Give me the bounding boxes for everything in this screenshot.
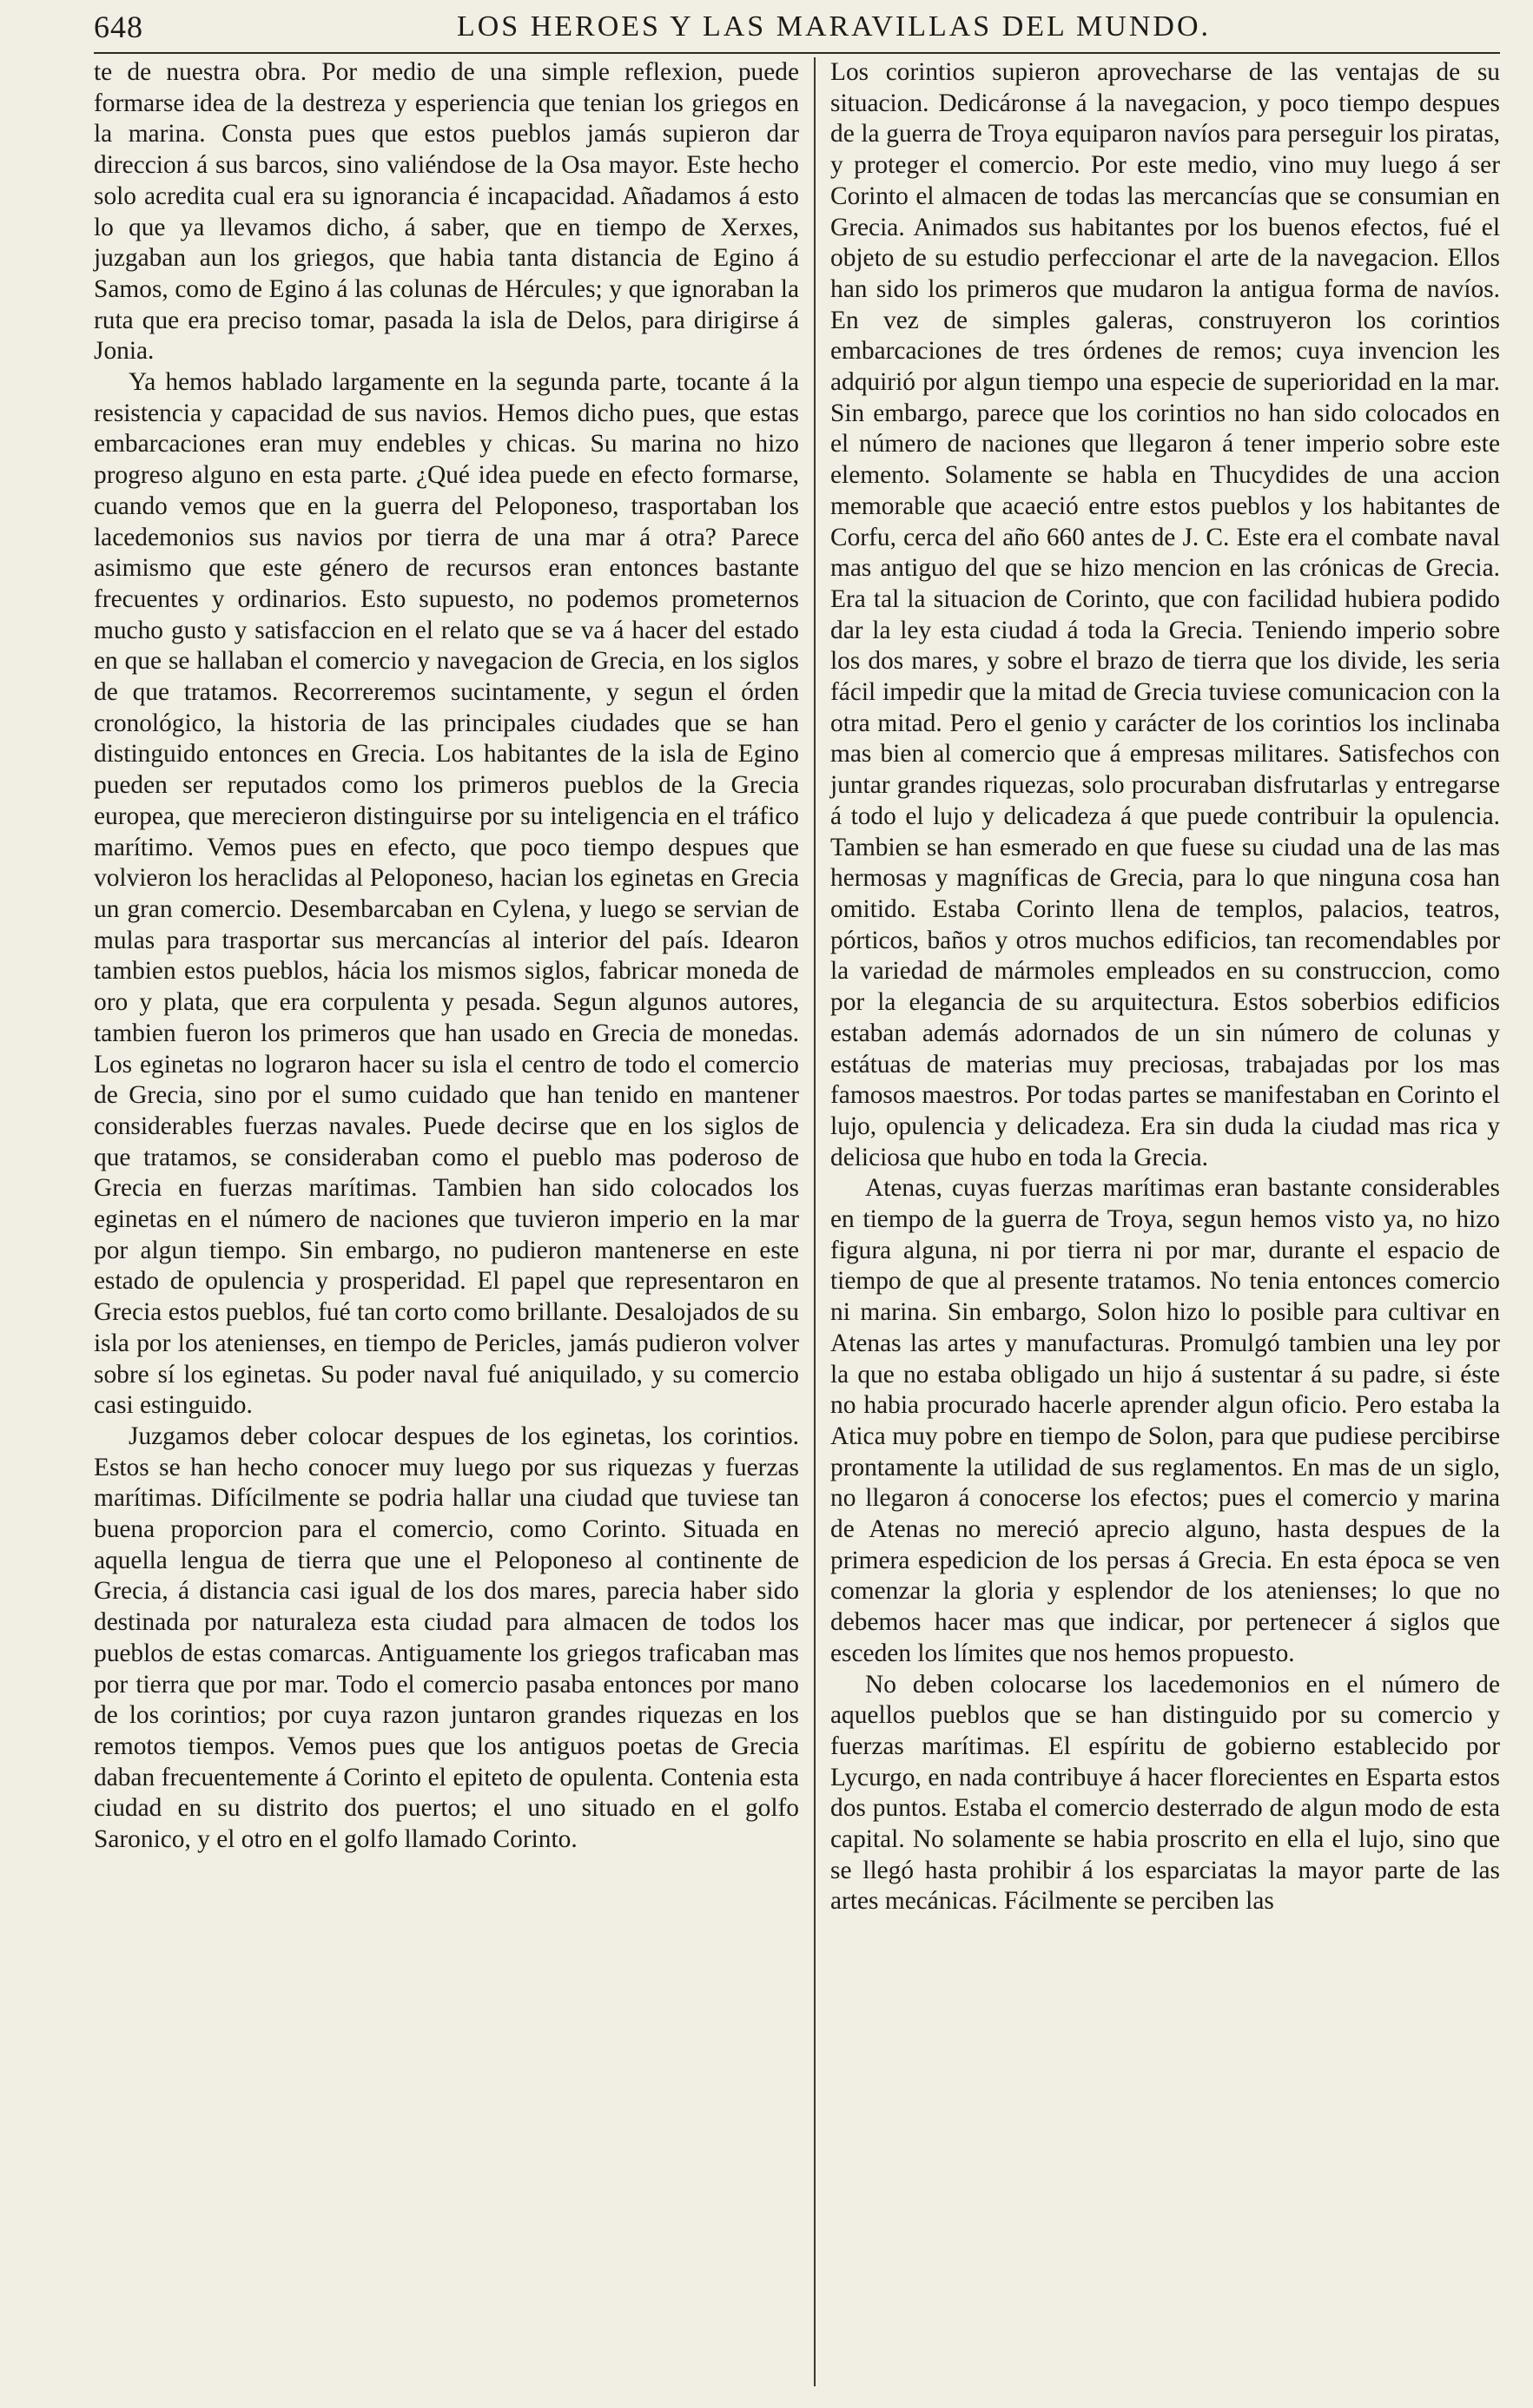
paragraph: Juzgamos deber colocar despues de los eginetas, los corintios. Estos se han hecho conocer muy luego por sus riquezas y fuerzas marítimas. Difícilmente se podria hallar una ciudad que tuviese tan buena proporcion para el comercio, como Corinto. Situada en aquella lengua de tierra que une el Peloponeso al continente de Grecia, á distancia casi igual de los dos mares, parecia haber sido destinada por naturaleza esta ciudad para almacen de todos los pueblos de estas comarcas. Antiguamente los griegos traficaban mas por tierra que por mar. Todo el comercio pasaba entonces por mano de los corintios; por cuya razon juntaron grandes riquezas en los remotos tiempos. Vemos pues que los antiguos poetas de Grecia daban frecuentemente á Corinto el epiteto de opulenta. Contenia esta ciudad en su distrito dos puertos; el uno situado en el golfo Saronico, y el otro en el golfo llamado Corinto. bbox=[94, 1422, 799, 1854]
left-column bbox=[94, 57, 799, 1856]
paragraph: Los corintios supieron aprovecharse de las ventajas de su situacion. Dedicáronse á la navegacion, y poco tiempo despues de la guerra de Troya equiparon navíos para perseguir los piratas, y proteger el comercio. Por este medio, vino muy luego á ser Corinto el almacen de todas las mercancías que se consumian en Grecia. Animados sus habitantes por los buenos efectos, fué el objeto de su estudio perfeccionar el arte de la navegacion. Ellos han sido los primeros que mudaron la antigua forma de navíos. En vez de simples galeras, construyeron los corintios embarcaciones de tres órdenes de remos; cuya invencion les adquirió por algun tiempo una especie de superioridad en la mar. Sin embargo, parece que los corintios no han sido colocados en el número de naciones que llegaron á tener imperio sobre este elemento. Solamente se habla en Thucydides de una accion memorable que acaeció entre estos pueblos y los habitantes de Corfu, cerca del año 660 antes de J. C. Este era el combate naval mas antiguo del que se hizo mencion en las crónicas de Grecia. Era tal la situacion de Corinto, que con facilidad hubiera podido dar la ley esta ciudad á toda la Grecia. Teniendo imperio sobre los dos mares, y sobre el brazo de tierra que los divide, les seria fácil impedir que la mitad de Grecia tuviese comunicacion con la otra mitad. Pero el genio y carácter de los corintios los inclinaba mas bien al comercio que á empresas militares. Satisfechos con juntar grandes riquezas, solo procuraban disfrutarlas y entregarse á todo el lujo y delicadeza á que puede contribuir la opulencia. Tambien se han esmerado en que fuese su ciudad una de las mas hermosas y magníficas de Grecia, para lo que ninguna cosa han omitido. Estaba Corinto llena de templos, palacios, teatros, pórticos, baños y otros muchos edificios, tan recomendables por la variedad de mármoles empleados en su construccion, como por la elegancia de su arquitectura. Estos soberbios edificios estaban además adornados de un sin número de colunas y estátuas de materias muy preciosas, trabajadas por los mas famosos maestros. Por todas partes se manifestaban en Corinto el lujo, opulencia y delicadeza. Era sin duda la ciudad mas rica y deliciosa que hubo en toda la Grecia. bbox=[830, 58, 1500, 1171]
running-title: LOS HEROES Y LAS MARAVILLAS DEL MUNDO. bbox=[456, 10, 1211, 43]
paragraph: No deben colocarse los lacedemonios en el número de aquellos pueblos que se han distinguido por su comercio y fuerzas marítimas. El espíritu de gobierno establecido por Lycurgo, en nada contribuye á hacer florecientes en Esparta estos dos puntos. Estaba el comercio desterrado de algun modo de esta capital. No solamente se habia proscrito en ella el lujo, sino que se llegó hasta prohibir á los esparciatas la mayor parte de las artes mecánicas. Fácilmente se perciben las bbox=[830, 1670, 1500, 1916]
paragraph: Atenas, cuyas fuerzas marítimas eran bastante considerables en tiempo de la guerra de Troya, segun hemos visto ya, no hizo figura alguna, ni por tierra ni por mar, durante el espacio de tiempo de que al presente tratamos. No tenia entonces comercio ni marina. Sin embargo, Solon hizo lo posible para cultivar en Atenas las artes y manufacturas. Promulgó tambien una ley por la que no estaba obligado un hijo á sustentar á su padre, si éste no habia procurado hacerle aprender algun oficio. Pero estaba la Atica muy pobre en tiempo de Solon, para que pudiese percibirse prontamente la utilidad de sus reglamentos. En mas de un siglo, no llegaron á conocerse los efectos; pues el comercio y marina de Atenas no mereció aprecio alguno, hasta despues de la primera espedicion de los persas á Grecia. En esta época se ven comenzar la gloria y esplendor de los atenienses; lo que no debemos hacer mas que indicar, por pertenecer á siglos que esceden los límites que nos hemos propuesto. bbox=[830, 1174, 1500, 1667]
page-number: 648 bbox=[94, 10, 143, 44]
right-column bbox=[830, 57, 1500, 1917]
column-divider bbox=[814, 57, 816, 2386]
paragraph: Ya hemos hablado largamente en la segunda parte, tocante á la resistencia y capacidad de sus navios. Hemos dicho pues, que estas embarcaciones eran muy endebles y chicas. Su marina no hizo progreso alguno en esta parte. ¿Qué idea puede en efecto formarse, cuando vemos que en la guerra del Peloponeso, trasportaban los lacedemonios sus navios por tierra de una mar á otra? Parece asimismo que este género de recursos eran entonces bastante frecuentes y ordinarios. Esto supuesto, no podemos prometernos mucho gusto y satisfaccion en el relato que se va á hacer del estado en que se hallaban el comercio y navegacion de Grecia, en los siglos de que tratamos. Recorreremos sucintamente, y segun el órden cronológico, la historia de las principales ciudades que se han distinguido entonces en Grecia. Los habitantes de la isla de Egino pueden ser reputados como los primeros pueblos de la Grecia europea, que merecieron distinguirse por su inteligencia en el tráfico marítimo. Vemos pues en efecto, que poco tiempo despues que volvieron los heraclidas al Peloponeso, hacian los eginetas en Grecia un gran comercio. Desembarcaban en Cylena, y luego se servian de mulas para trasportar sus mercancías al interior del país. Idearon tambien estos pueblos, hácia los mismos siglos, fabricar moneda de oro y plata, que era corpulenta y pesada. Segun algunos autores, tambien fueron los primeros que han usado en Grecia de monedas. Los eginetas no lograron hacer su isla el centro de todo el comercio de Grecia, sino por el sumo cuidado que han tenido en mantener considerables fuerzas navales. Puede decirse que en los siglos de que tratamos, se consideraban como el pueblo mas poderoso de Grecia en fuerzas marítimas. Tambien han sido colocados los eginetas en el número de naciones que tuvieron imperio en la mar por algun tiempo. Sin embargo, no pudieron mantenerse en este estado de opulencia y prosperidad. El papel que representaron en Grecia estos pueblos, fué tan corto como brillante. Desalojados de su isla por los atenienses, en tiempo de Pericles, jamás pudieron volver sobre sí los eginetas. Su poder naval fué aniquilado, y su comercio casi estinguido. bbox=[94, 368, 799, 1420]
header-rule bbox=[94, 52, 1500, 54]
paragraph: te de nuestra obra. Por medio de una simple reflexion, puede formarse idea de la destreza y esperiencia que tenian los griegos en la marina. Consta pues que estos pueblos jamás supieron dar direccion á sus barcos, sino valiéndose de la Osa mayor. Este hecho solo acredita cual era su ignorancia é incapacidad. Añadamos á esto lo que ya llevamos dicho, á saber, que en tiempo de Xerxes, juzgaban aun los griegos, que habia tanta distancia de Egino á Samos, como de Egino á las colunas de Hércules; y que ignoraban la ruta que era preciso tomar, pasada la isla de Delos, para dirigirse á Jonia. bbox=[94, 58, 799, 366]
